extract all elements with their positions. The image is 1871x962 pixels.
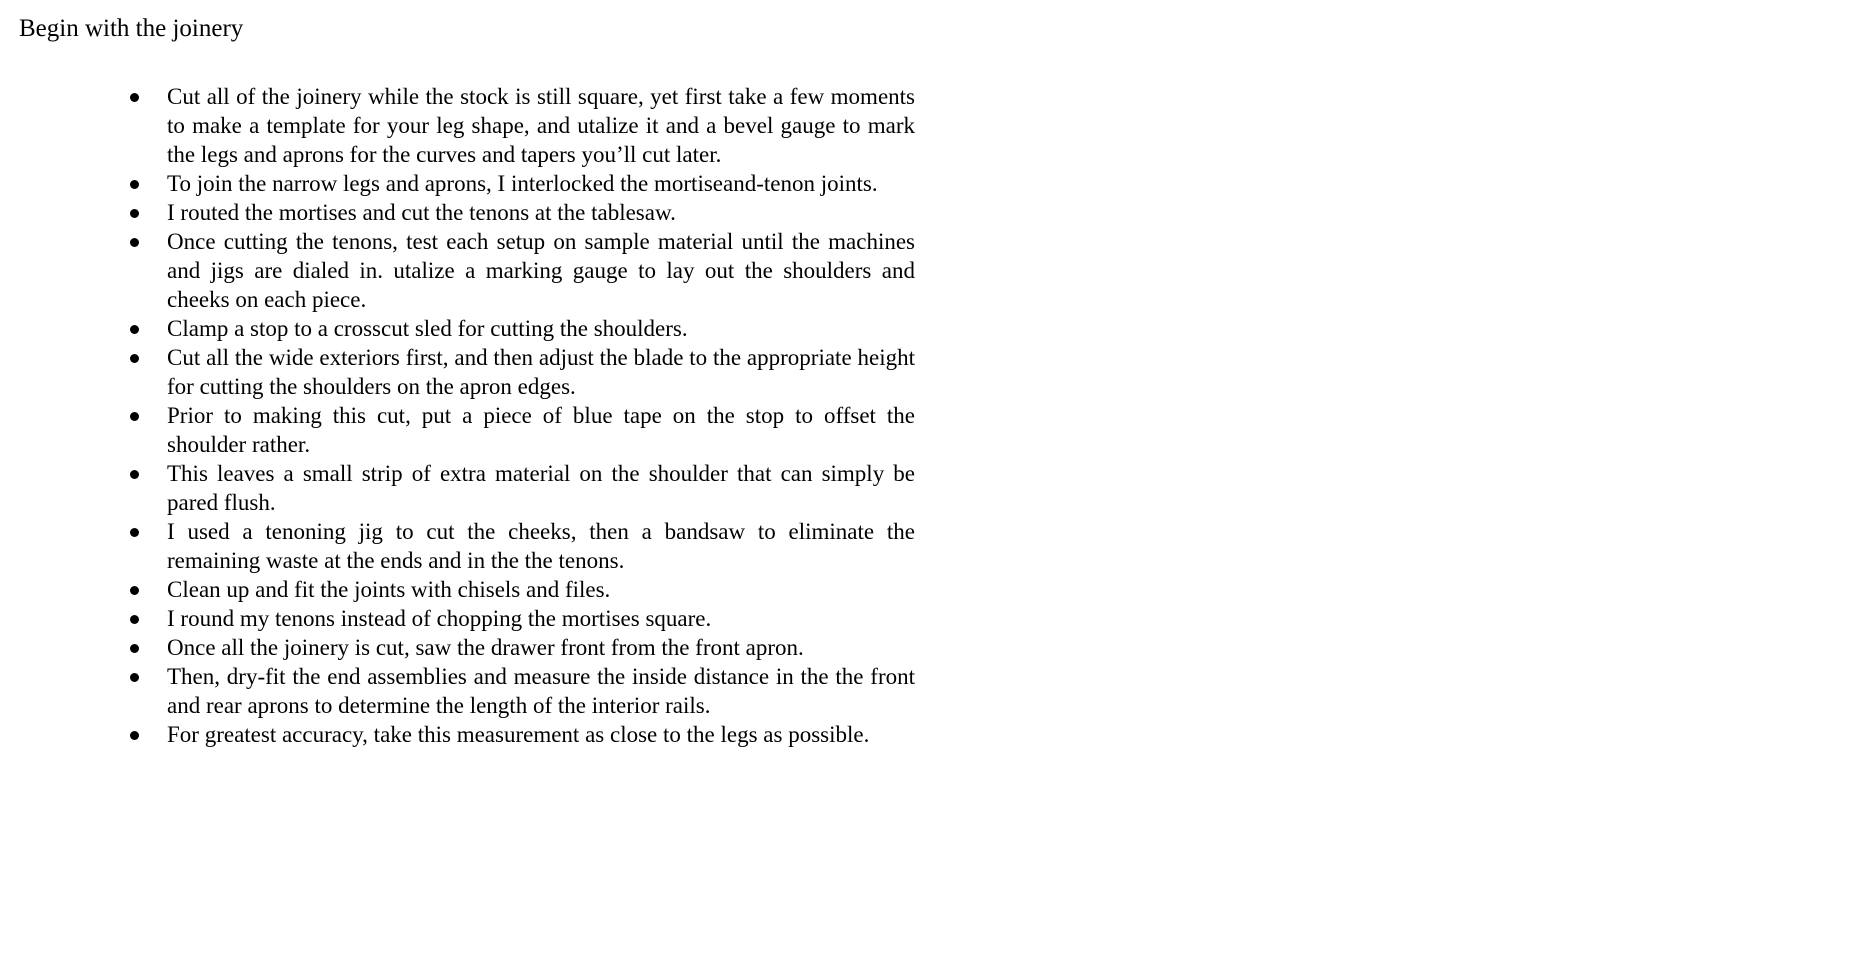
bullet-icon	[130, 470, 139, 479]
list-item-text: To join the narrow legs and aprons, I interlocked the mortiseand-tenon joints.	[167, 171, 878, 196]
bullet-icon	[130, 180, 139, 189]
bullet-list	[125, 82, 915, 749]
list-item	[125, 633, 915, 662]
list-item-text: I routed the mortises and cut the tenons at the tablesaw.	[167, 200, 676, 225]
list-item	[125, 82, 915, 169]
list-item	[125, 314, 915, 343]
bullet-icon	[130, 325, 139, 334]
list-item	[125, 720, 915, 749]
list-item	[125, 662, 915, 720]
list-item-text: Cut all the wide exteriors first, and then adjust the blade to the appropriate height for cutting the shoulders on the apron edges.	[167, 345, 915, 399]
bullet-icon	[130, 93, 139, 102]
list-item-text: Then, dry-fit the end assemblies and measure the inside distance in the the front and rear aprons to determine the length of the interior rails.	[167, 664, 915, 718]
bullet-icon	[130, 528, 139, 537]
page-title: Begin with the joinery	[19, 15, 244, 42]
bullet-icon	[130, 615, 139, 624]
list-item-text: Clean up and fit the joints with chisels and files.	[167, 577, 611, 602]
bullet-icon	[130, 412, 139, 421]
list-item	[125, 575, 915, 604]
list-item	[125, 401, 915, 459]
list-item-text: I used a tenoning jig to cut the cheeks, then a bandsaw to eliminate the remaining waste at the ends and in the the tenons.	[167, 519, 915, 573]
bullet-icon	[130, 354, 139, 363]
bullet-icon	[130, 209, 139, 218]
list-item	[125, 198, 915, 227]
list-item	[125, 227, 915, 314]
list-item	[125, 517, 915, 575]
list-item-text: Once all the joinery is cut, saw the drawer front from the front apron.	[167, 635, 804, 660]
list-item-text: I round my tenons instead of chopping the mortises square.	[167, 606, 712, 631]
list-item-text: This leaves a small strip of extra material on the shoulder that can simply be pared flush.	[167, 461, 915, 515]
bullet-icon	[130, 673, 139, 682]
list-item	[125, 169, 915, 198]
list-item	[125, 604, 915, 633]
bullet-icon	[130, 586, 139, 595]
list-item	[125, 459, 915, 517]
list-item-text: Cut all of the joinery while the stock is still square, yet first take a few moments to make a template for your leg shape, and utalize it and a bevel gauge to mark the legs and aprons for the curves and tapers you’ll cut later.	[167, 84, 915, 167]
list-item	[125, 343, 915, 401]
bullet-icon	[130, 238, 139, 247]
list-item-text: Clamp a stop to a crosscut sled for cutting the shoulders.	[167, 316, 688, 341]
list-item-text: Once cutting the tenons, test each setup on sample material until the machines and jigs are dialed in. utalize a marking gauge to lay out the shoulders and cheeks on each piece.	[167, 229, 915, 312]
list-item-text: Prior to making this cut, put a piece of blue tape on the stop to offset the shoulder rather.	[167, 403, 915, 457]
list-item-text: For greatest accuracy, take this measurement as close to the legs as possible.	[167, 722, 870, 747]
bullet-icon	[130, 731, 139, 740]
bullet-icon	[130, 644, 139, 653]
